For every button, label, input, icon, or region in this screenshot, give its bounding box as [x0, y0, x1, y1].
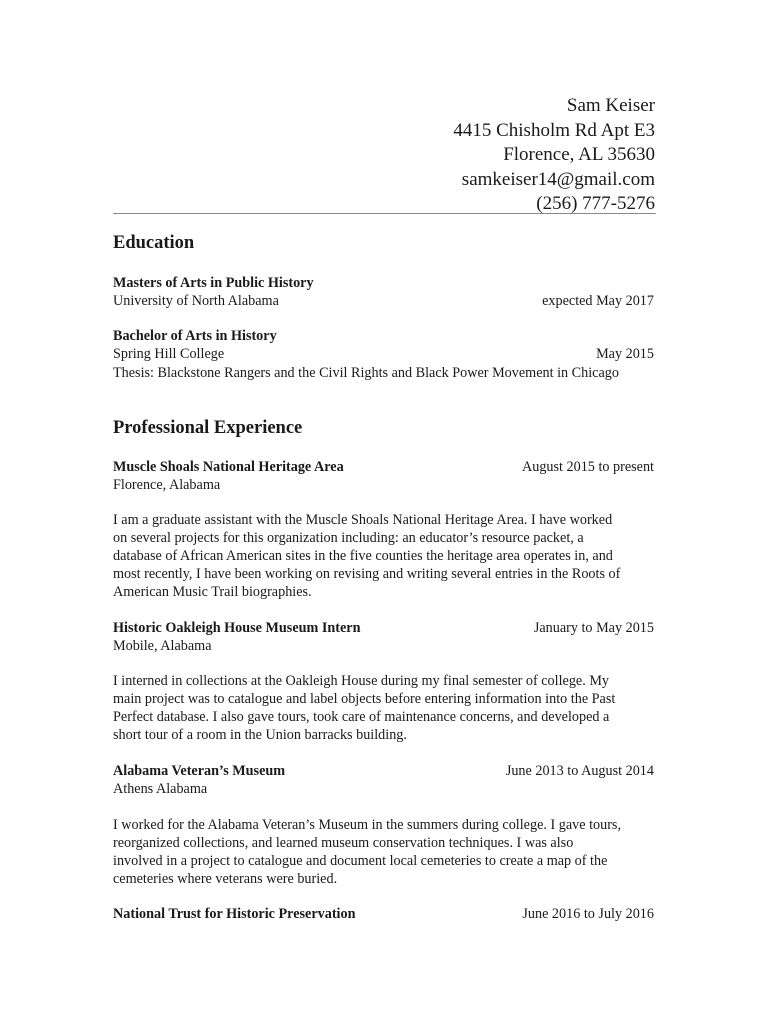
- description-line: I worked for the Alabama Veteran’s Museum in the summers during college. I gave tours,: [113, 817, 621, 833]
- experience-location: Mobile, Alabama: [113, 638, 212, 654]
- education-degree: Bachelor of Arts in History: [113, 328, 277, 344]
- experience-title: Muscle Shoals National Heritage Area: [113, 459, 344, 475]
- experience-entry-2-description: [113, 672, 658, 744]
- experience-entry-1-description: [113, 511, 658, 601]
- experience-entry-3-title-row: [113, 762, 654, 780]
- experience-entry-2-location-row: [113, 637, 654, 655]
- description-line: American Music Trail biographies.: [113, 584, 312, 600]
- contact-phone: (256) 777-5276: [536, 193, 655, 214]
- contact-street: 4415 Chisholm Rd Apt E3: [453, 119, 655, 141]
- description-line: I am a graduate assistant with the Muscle Shoals National Heritage Area. I have worked: [113, 512, 613, 528]
- experience-title: Historic Oakleigh House Museum Intern: [113, 620, 361, 636]
- experience-title: Alabama Veteran’s Museum: [113, 763, 286, 779]
- description-line: database of African American sites in the five counties the heritage area operates in, and: [113, 548, 613, 564]
- header-divider: [113, 213, 656, 214]
- experience-entry-3-description: [113, 816, 658, 888]
- experience-entry-1-location-row: [113, 476, 654, 494]
- experience-title: National Trust for Historic Preservation: [113, 906, 356, 922]
- experience-entry-2-title-row: [113, 619, 654, 637]
- experience-entry-1-title-row: [113, 458, 654, 476]
- education-entry-2-school-row: [113, 345, 654, 363]
- experience-entry-4-title-row: [113, 905, 654, 923]
- contact-name: Sam Keiser: [566, 95, 655, 116]
- experience-date: June 2016 to July 2016: [522, 906, 654, 922]
- description-line: reorganized collections, and learned museum conservation techniques. I was also: [113, 835, 574, 851]
- education-thesis: Thesis: Blackstone Rangers and the Civil Rights and Black Power Movement in Chicago: [113, 365, 619, 381]
- education-degree: Masters of Arts in Public History: [113, 275, 314, 291]
- experience-heading: Professional Experience: [113, 418, 303, 438]
- description-line: I interned in collections at the Oakleigh House during my final semester of college. My: [113, 673, 610, 689]
- description-line: on several projects for this organization including: an educator’s resource packet, a: [113, 530, 584, 546]
- education-date: May 2015: [596, 346, 654, 362]
- experience-date: June 2013 to August 2014: [505, 763, 654, 779]
- contact-email: samkeiser14@gmail.com: [461, 168, 655, 190]
- description-line: cemeteries where veterans were buried.: [113, 871, 338, 887]
- education-entry-1-school-row: [113, 292, 654, 310]
- experience-date: January to May 2015: [533, 620, 654, 636]
- contact-city: Florence, AL 35630: [503, 144, 655, 165]
- education-school: University of North Alabama: [113, 293, 279, 309]
- description-line: short tour of a room in the Union barracks building.: [113, 727, 407, 743]
- education-heading: Education: [113, 233, 195, 253]
- experience-entry-3-location-row: [113, 780, 654, 798]
- education-entry-2-title-row: [113, 327, 654, 345]
- education-date: expected May 2017: [542, 293, 654, 309]
- description-line: involved in a project to catalogue and document local cemeteries to create a map of the: [113, 853, 608, 869]
- description-line: Perfect database. I also gave tours, took care of maintenance concerns, and developed a: [113, 709, 610, 725]
- contact-header: [453, 94, 655, 217]
- description-line: main project was to catalogue and label objects before entering information into the Past: [113, 691, 616, 707]
- education-thesis-row: [113, 364, 654, 382]
- experience-location: Florence, Alabama: [113, 477, 221, 493]
- description-line: most recently, I have been working on revising and writing several entries in the Roots of: [113, 566, 621, 582]
- education-school: Spring Hill College: [113, 346, 225, 362]
- experience-location: Athens Alabama: [113, 781, 208, 797]
- experience-date: August 2015 to present: [521, 459, 654, 475]
- education-entry-1-title-row: [113, 274, 654, 292]
